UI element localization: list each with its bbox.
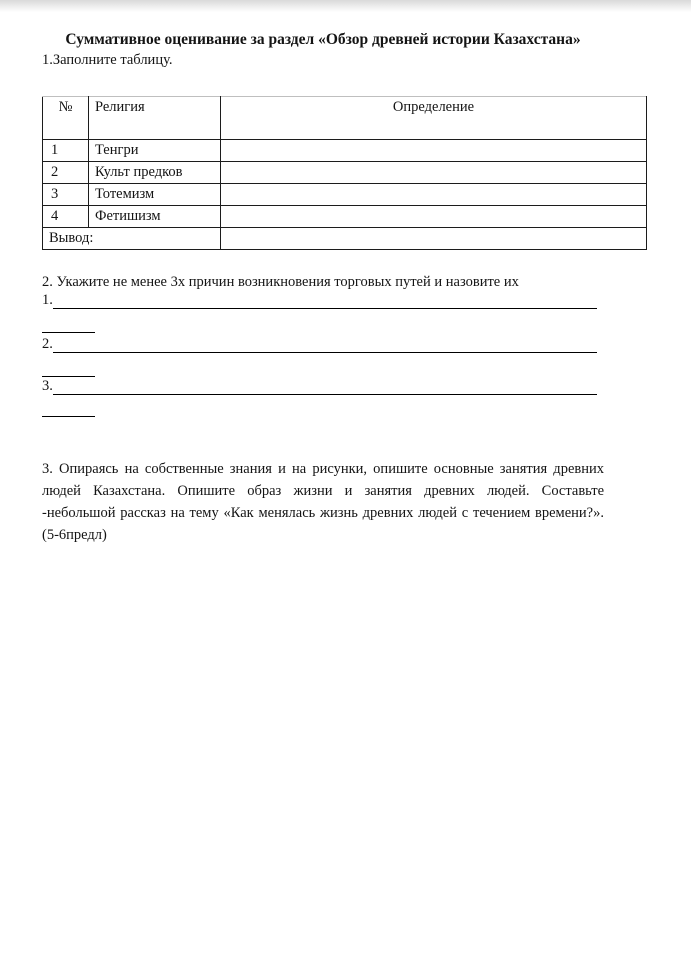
- answer-line-1-continuation: [42, 315, 95, 333]
- answer-blank-line[interactable]: [42, 398, 95, 417]
- conclusion-label: Вывод:: [43, 228, 221, 250]
- religion-name: Тотемизм: [89, 184, 221, 206]
- table-row: [43, 140, 647, 162]
- header-religion: Религия: [89, 97, 221, 140]
- answer-line-2: [42, 335, 597, 353]
- row-number: 2: [43, 162, 89, 184]
- religion-name: Культ предков: [89, 162, 221, 184]
- table-row: [43, 206, 647, 228]
- answer-blank-line[interactable]: [53, 334, 597, 353]
- answer-number: 1.: [42, 292, 53, 308]
- header-number: №: [43, 97, 89, 140]
- task3-prompt: 3. Опираясь на собственные знания и на рисунки, опишите основные занятия древних людей Казахстана. Опишите образ жизни и занятия древних людей. Составьте -небольшой рассказ на тему «Как менялась жизнь древних людей с течением времени?». (5-6предл): [42, 461, 604, 543]
- task1-prompt: 1.Заполните таблицу.: [42, 52, 173, 68]
- answer-number: 3.: [42, 378, 53, 394]
- table-row: [43, 184, 647, 206]
- answer-line-1: [42, 291, 597, 309]
- table-row: [43, 162, 647, 184]
- answer-blank-line[interactable]: [42, 358, 95, 377]
- header-definition: Определение: [221, 97, 647, 140]
- document-title: Суммативное оценивание за раздел «Обзор древней истории Казахстана»: [65, 31, 581, 48]
- row-number: 4: [43, 206, 89, 228]
- religion-table: [42, 96, 647, 250]
- answer-line-3-continuation: [42, 399, 95, 417]
- answer-blank-line[interactable]: [53, 376, 597, 395]
- definition-cell[interactable]: [221, 206, 647, 228]
- table-conclusion-row: [43, 228, 647, 250]
- table-header-row: [43, 97, 647, 140]
- answer-line-2-continuation: [42, 359, 95, 377]
- answer-blank-line[interactable]: [42, 314, 95, 333]
- row-number: 1: [43, 140, 89, 162]
- scan-edge-shadow: [0, 0, 691, 12]
- row-number: 3: [43, 184, 89, 206]
- definition-cell[interactable]: [221, 140, 647, 162]
- religion-name: Фетишизм: [89, 206, 221, 228]
- answer-blank-line[interactable]: [53, 290, 597, 309]
- task2-prompt: 2. Укажите не менее 3х причин возникновения торговых путей и назовите их: [42, 274, 519, 290]
- religion-name: Тенгри: [89, 140, 221, 162]
- conclusion-cell[interactable]: [221, 228, 647, 250]
- definition-cell[interactable]: [221, 162, 647, 184]
- answer-number: 2.: [42, 336, 53, 352]
- definition-cell[interactable]: [221, 184, 647, 206]
- answer-line-3: [42, 377, 597, 395]
